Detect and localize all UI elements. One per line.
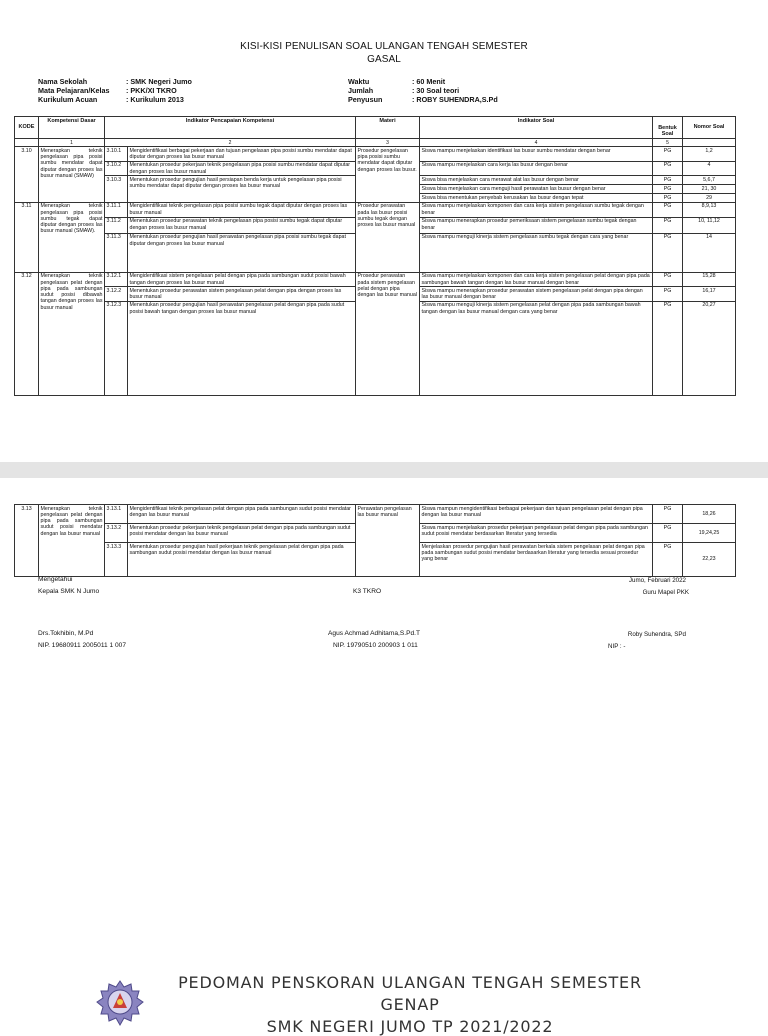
info-label: Mata Pelajaran/Kelas — [38, 86, 110, 95]
indikator-soal-cell: Siswa bisa menjelaskan cara menguji hasil perawatan las busur dengan benar — [420, 185, 653, 194]
bentuk-soal-cell: PG — [653, 287, 683, 302]
sig-k3-nip: NIP. 19790510 200903 1 011 — [333, 642, 418, 649]
table-row — [15, 272, 736, 287]
kode-cell: 3.12 — [15, 272, 39, 395]
scoring-guide-semester: GENAP — [380, 995, 440, 1014]
number-cell: 4 — [420, 139, 653, 147]
number-cell: 3 — [356, 139, 420, 147]
info-label: Kurikulum Acuan — [38, 95, 98, 104]
kode-cell: 3.11 — [15, 202, 39, 272]
ipk-text-cell: Mengidentifikasi sistem pengelasan pelat dengan pipa pada sambungan sudut posisi bawah tangan dengan proses las busur manual — [128, 272, 356, 287]
document-page-1 — [0, 0, 768, 462]
nomor-soal-cell: 18,26 — [683, 505, 736, 524]
number-cell: 1 — [39, 139, 105, 147]
indikator-soal-cell: Menjelaskan prosedur pengujian hasil perawatan berkala sistem pengelasan pelat dengan pipa pada sambungan sudut posisi mendatar berdasarkan literatur yang tersedia sesuai prosedur yang benar — [420, 543, 653, 577]
ipk-number-cell: 3.10.1 — [105, 147, 128, 162]
bentuk-soal-cell: PG — [653, 161, 683, 176]
nomor-soal-cell: 29 — [683, 194, 736, 202]
table-row — [15, 147, 736, 162]
header-indikator: Indikator Soal — [420, 117, 653, 139]
ipk-number-cell: 3.12.2 — [105, 287, 128, 302]
sig-guru-title: Guru Mapel PKK — [642, 589, 689, 596]
page-separator — [0, 462, 768, 478]
ipk-number-cell: 3.13.1 — [105, 505, 128, 524]
ipk-text-cell: Menentukan prosedur pekerjaan teknik pengelasan pelat dengan pipa pada sambungan sudut posisi mendatar dengan las busur manual — [128, 524, 356, 543]
nomor-soal-cell: 4 — [683, 161, 736, 176]
nomor-soal-cell: 10, 11,12 — [683, 217, 736, 233]
number-cell-empty — [15, 139, 39, 147]
sig-kepala-name: Drs.Tokhibin, M.Pd — [38, 630, 94, 637]
indikator-soal-cell: Siswa mampu menerapkan prosedur perawatan sistem pengelasan pelat dengan pipa dengan las busur manual dengan benar — [420, 287, 653, 302]
ipk-text-cell: Mengidentifikasi berbagai pekerjaan dan tujuan pengelasan pipa posisi sumbu mendatar dapat diputar dengan proses las busur manual — [128, 147, 356, 162]
bentuk-soal-cell: PG — [653, 176, 683, 185]
kisi-kisi-table — [14, 116, 736, 396]
info-label: Jumlah — [348, 86, 374, 95]
nomor-soal-cell: 1,2 — [683, 147, 736, 162]
indikator-soal-cell: Siswa mampu menguji kinerja sistem pengelasan pelat dengan pipa pada sambungan bawah tangan dengan las busur manual dengan cara yang benar — [420, 301, 653, 395]
info-block-right — [348, 77, 498, 104]
ipk-text-cell: Mengidentifikasi teknik pengelasan pelat dengan pipa pada sambungan sudut posisi mendatar dengan las busur manual — [128, 505, 356, 524]
info-label: Penyusun — [348, 95, 383, 104]
indikator-soal-cell: Siswa mampu menjelaskan prosedur pekerjaan pengelasan pelat dengan pipa pada sambungan sudut posisi mendatar berdasarkan literatur yang tersedia — [420, 524, 653, 543]
kompetensi-dasar-cell: Menerapkan teknik pengelasan pelat dengan pipa pada sambungan sudut posisi dibawah tangan dengan proses las busur manual — [39, 272, 105, 395]
bentuk-soal-cell: PG — [653, 301, 683, 395]
info-value: : Kurikulum 2013 — [126, 95, 184, 104]
indikator-soal-cell: Siswa mampu menguji kinerja sistem pengelasan sumbu tegak dengan cara yang benar — [420, 233, 653, 272]
sig-guru-name: Roby Suhendra, SPd — [627, 631, 686, 638]
scoring-guide-school: SMK NEGERI JUMO TP 2021/2022 — [266, 1017, 554, 1036]
number-cell-empty — [683, 139, 736, 147]
ipk-number-cell: 3.11.3 — [105, 233, 128, 272]
info-label: Nama Sekolah — [38, 77, 88, 86]
nomor-soal-cell: 20,27 — [683, 301, 736, 395]
nomor-soal-cell: 14 — [683, 233, 736, 272]
kisi-kisi-table-continued — [14, 504, 736, 577]
ipk-text-cell: Menentukan prosedur pengujian hasil persiapan benda kerja untuk pengelasan pipa posisi sumbu mendatar dapat diputar dengan proses las busur manual — [128, 176, 356, 202]
ipk-number-cell: 3.10.3 — [105, 176, 128, 202]
bentuk-soal-cell: PG — [653, 202, 683, 217]
ipk-text-cell: Menentukan prosedur perawatan teknik pengelasan pipa posisi sumbu tegak dapat diputar dengan proses las busur manual — [128, 217, 356, 233]
info-value: : SMK Negeri Jumo — [126, 77, 192, 86]
header-bentuk: Bentuk Soal — [653, 117, 683, 139]
info-value: : PKK/XI TKRO — [126, 86, 177, 95]
kode-cell: 3.13 — [15, 505, 39, 577]
indikator-soal-cell: Siswa mampu menerapkan prosedur pemeriksaan sistem pengelasan sumbu tegak dengan benar — [420, 217, 653, 233]
table-header-row — [15, 117, 736, 139]
nomor-soal-cell: 8,9,13 — [683, 202, 736, 217]
bentuk-soal-cell: PG — [653, 505, 683, 524]
indikator-soal-cell: Siswa mampu menjelaskan komponen dan cara kerja sistem pengelasan pelat dengan pipa pada sambungan bawah tangan dengan las busur manual dengan benar — [420, 272, 653, 287]
materi-cell: Prosedur perawatan pada sistem pengelasan pelat dengan pipa dengan las busur manual — [356, 272, 420, 395]
ipk-number-cell: 3.12.3 — [105, 301, 128, 395]
nomor-soal-cell: 19,24,25 — [683, 524, 736, 543]
indikator-soal-cell: Siswa mampu menjelaskan komponen dan cara kerja sistem pengelasan sumbu tegak dengan benar — [420, 202, 653, 217]
indikator-soal-cell: Siswa mampu menjelaskan cara kerja las busur dengan benar — [420, 161, 653, 176]
sig-date: Jumo, Februari 2022 — [628, 577, 686, 584]
ipk-text-cell: Menentukan prosedur pekerjaan teknik pengelasan pipa posisi sumbu mendatar dapat diputar dengan proses las busur manual — [128, 161, 356, 176]
info-value: : ROBY SUHENDRA,S.Pd — [412, 95, 498, 104]
document-subtitle: GASAL — [367, 54, 401, 65]
kompetensi-dasar-cell: Menerapkan teknik pengelasan pelat dengan pipa pada sambungan sudut posisi mendatar dengan las busur manual — [39, 505, 105, 577]
document-page-2 — [0, 478, 768, 1024]
bentuk-soal-cell: PG — [653, 272, 683, 287]
indikator-soal-cell: Siswa mampun mengidentifikasi berbagai pekerjaan dan tujuan pengelasan pelat dengan pipa dengan las busur manual — [420, 505, 653, 524]
materi-cell: Prosedur perawatan pada las busur posisi sumbu tegak dengan proses las busur manual — [356, 202, 420, 272]
header-nomor: Nomor Soal — [683, 117, 736, 139]
ipk-number-cell: 3.11.2 — [105, 217, 128, 233]
bentuk-soal-cell: PG — [653, 147, 683, 162]
nomor-soal-cell: 22,23 — [683, 543, 736, 577]
bentuk-soal-cell: PG — [653, 194, 683, 202]
header-materi: Materi — [356, 117, 420, 139]
ipk-number-cell: 3.13.2 — [105, 524, 128, 543]
nomor-soal-cell: 21, 30 — [683, 185, 736, 194]
ipk-number-cell: 3.13.3 — [105, 543, 128, 577]
materi-cell: Prosedur pengelasan pipa posisi sumbu mendatar dapat diputar dengan proses las busur. — [356, 147, 420, 202]
scoring-guide-title: PEDOMAN PENSKORAN ULANGAN TENGAH SEMESTER — [178, 973, 642, 992]
table-row — [15, 505, 736, 524]
indikator-soal-cell: Siswa mampu menjelaskan identifikasi las busur sumbu mendatar dengan benar — [420, 147, 653, 162]
number-cell: 5 — [653, 139, 683, 147]
header-kd: Kompetensi Dasar — [39, 117, 105, 139]
ipk-text-cell: Menentukan prosedur perawatan sistem pengelasan pelat dengan pipa dengan proses las busur manual — [128, 287, 356, 302]
ipk-text-cell: Menentukan prosedur pengujian hasil perawatan pengelasan pelat dengan pipa pada sudut posisi bawah tangan dengan proses las busur manual — [128, 301, 356, 395]
sig-k3-name: Agus Achmad Adhitama,S.Pd.T — [328, 630, 420, 637]
header-ipk: Indikator Pencapaian Kompetensi — [105, 117, 356, 139]
ipk-text-cell: Menentukan prosedur pengujian hasil pekerjaan teknik pengelasan pelat dengan pipa pada sambungan sudut posisi mendatar dengan las busur manual — [128, 543, 356, 577]
materi-cell: Perawatan pengelasan las busur manual — [356, 505, 420, 577]
sig-kepala-nip: NIP. 19680911 2005011 1 007 — [38, 642, 126, 649]
sig-k3-title: K3 TKRO — [353, 588, 382, 595]
header-kode: KODE — [15, 117, 39, 139]
bentuk-soal-cell: PG — [653, 543, 683, 577]
indikator-soal-cell: Siswa bisa menjelaskan cara merawat alat las busur dengan benar — [420, 176, 653, 185]
info-block-left — [38, 77, 192, 104]
ipk-number-cell: 3.12.1 — [105, 272, 128, 287]
table-number-row — [15, 139, 736, 147]
sig-guru-nip: NIP : - — [608, 643, 626, 650]
table-row — [15, 202, 736, 217]
sig-mengetahui: Mengetahui — [38, 576, 73, 583]
kompetensi-dasar-cell: Menerapkan teknik pengelasan pipa posisi sumbu mendatar dapat diputar dengan proses las busur manual (SMAW) — [39, 147, 105, 202]
number-cell: 2 — [105, 139, 356, 147]
document-title: KISI-KISI PENULISAN SOAL ULANGAN TENGAH SEMESTER — [240, 41, 528, 52]
kode-cell: 3.10 — [15, 147, 39, 202]
ipk-text-cell: Menentukan prosedur pengujian hasil perawatan pengelasan pipa posisi sumbu tegak dapat diputar dengan proses las busur manual — [128, 233, 356, 272]
bentuk-soal-cell: PG — [653, 233, 683, 272]
nomor-soal-cell: 16,17 — [683, 287, 736, 302]
bentuk-soal-cell: PG — [653, 217, 683, 233]
ipk-number-cell: 3.11.1 — [105, 202, 128, 217]
info-value: : 60 Menit — [412, 77, 446, 86]
nomor-soal-cell: 5,6,7 — [683, 176, 736, 185]
kompetensi-dasar-cell: Menerapkan teknik pengelasan pipa posisi sumbu tegak dapat diputar dengan proses las busur manual (SMAW). — [39, 202, 105, 272]
info-value: : 30 Soal teori — [412, 86, 460, 95]
ipk-number-cell: 3.10.2 — [105, 161, 128, 176]
indikator-soal-cell: Siswa bisa menentukan penyebab kerusakan las busur dengan tepat — [420, 194, 653, 202]
bentuk-soal-cell: PG — [653, 524, 683, 543]
bentuk-soal-cell: PG — [653, 185, 683, 194]
ipk-text-cell: Mengidentifikasi teknik pengelasan pipa posisi sumbu tegak dapat diputar dengan proses las busur manual — [128, 202, 356, 217]
sig-kepala-title: Kepala SMK N Jumo — [38, 588, 100, 595]
nomor-soal-cell: 15,28 — [683, 272, 736, 287]
info-label: Waktu — [348, 77, 370, 86]
